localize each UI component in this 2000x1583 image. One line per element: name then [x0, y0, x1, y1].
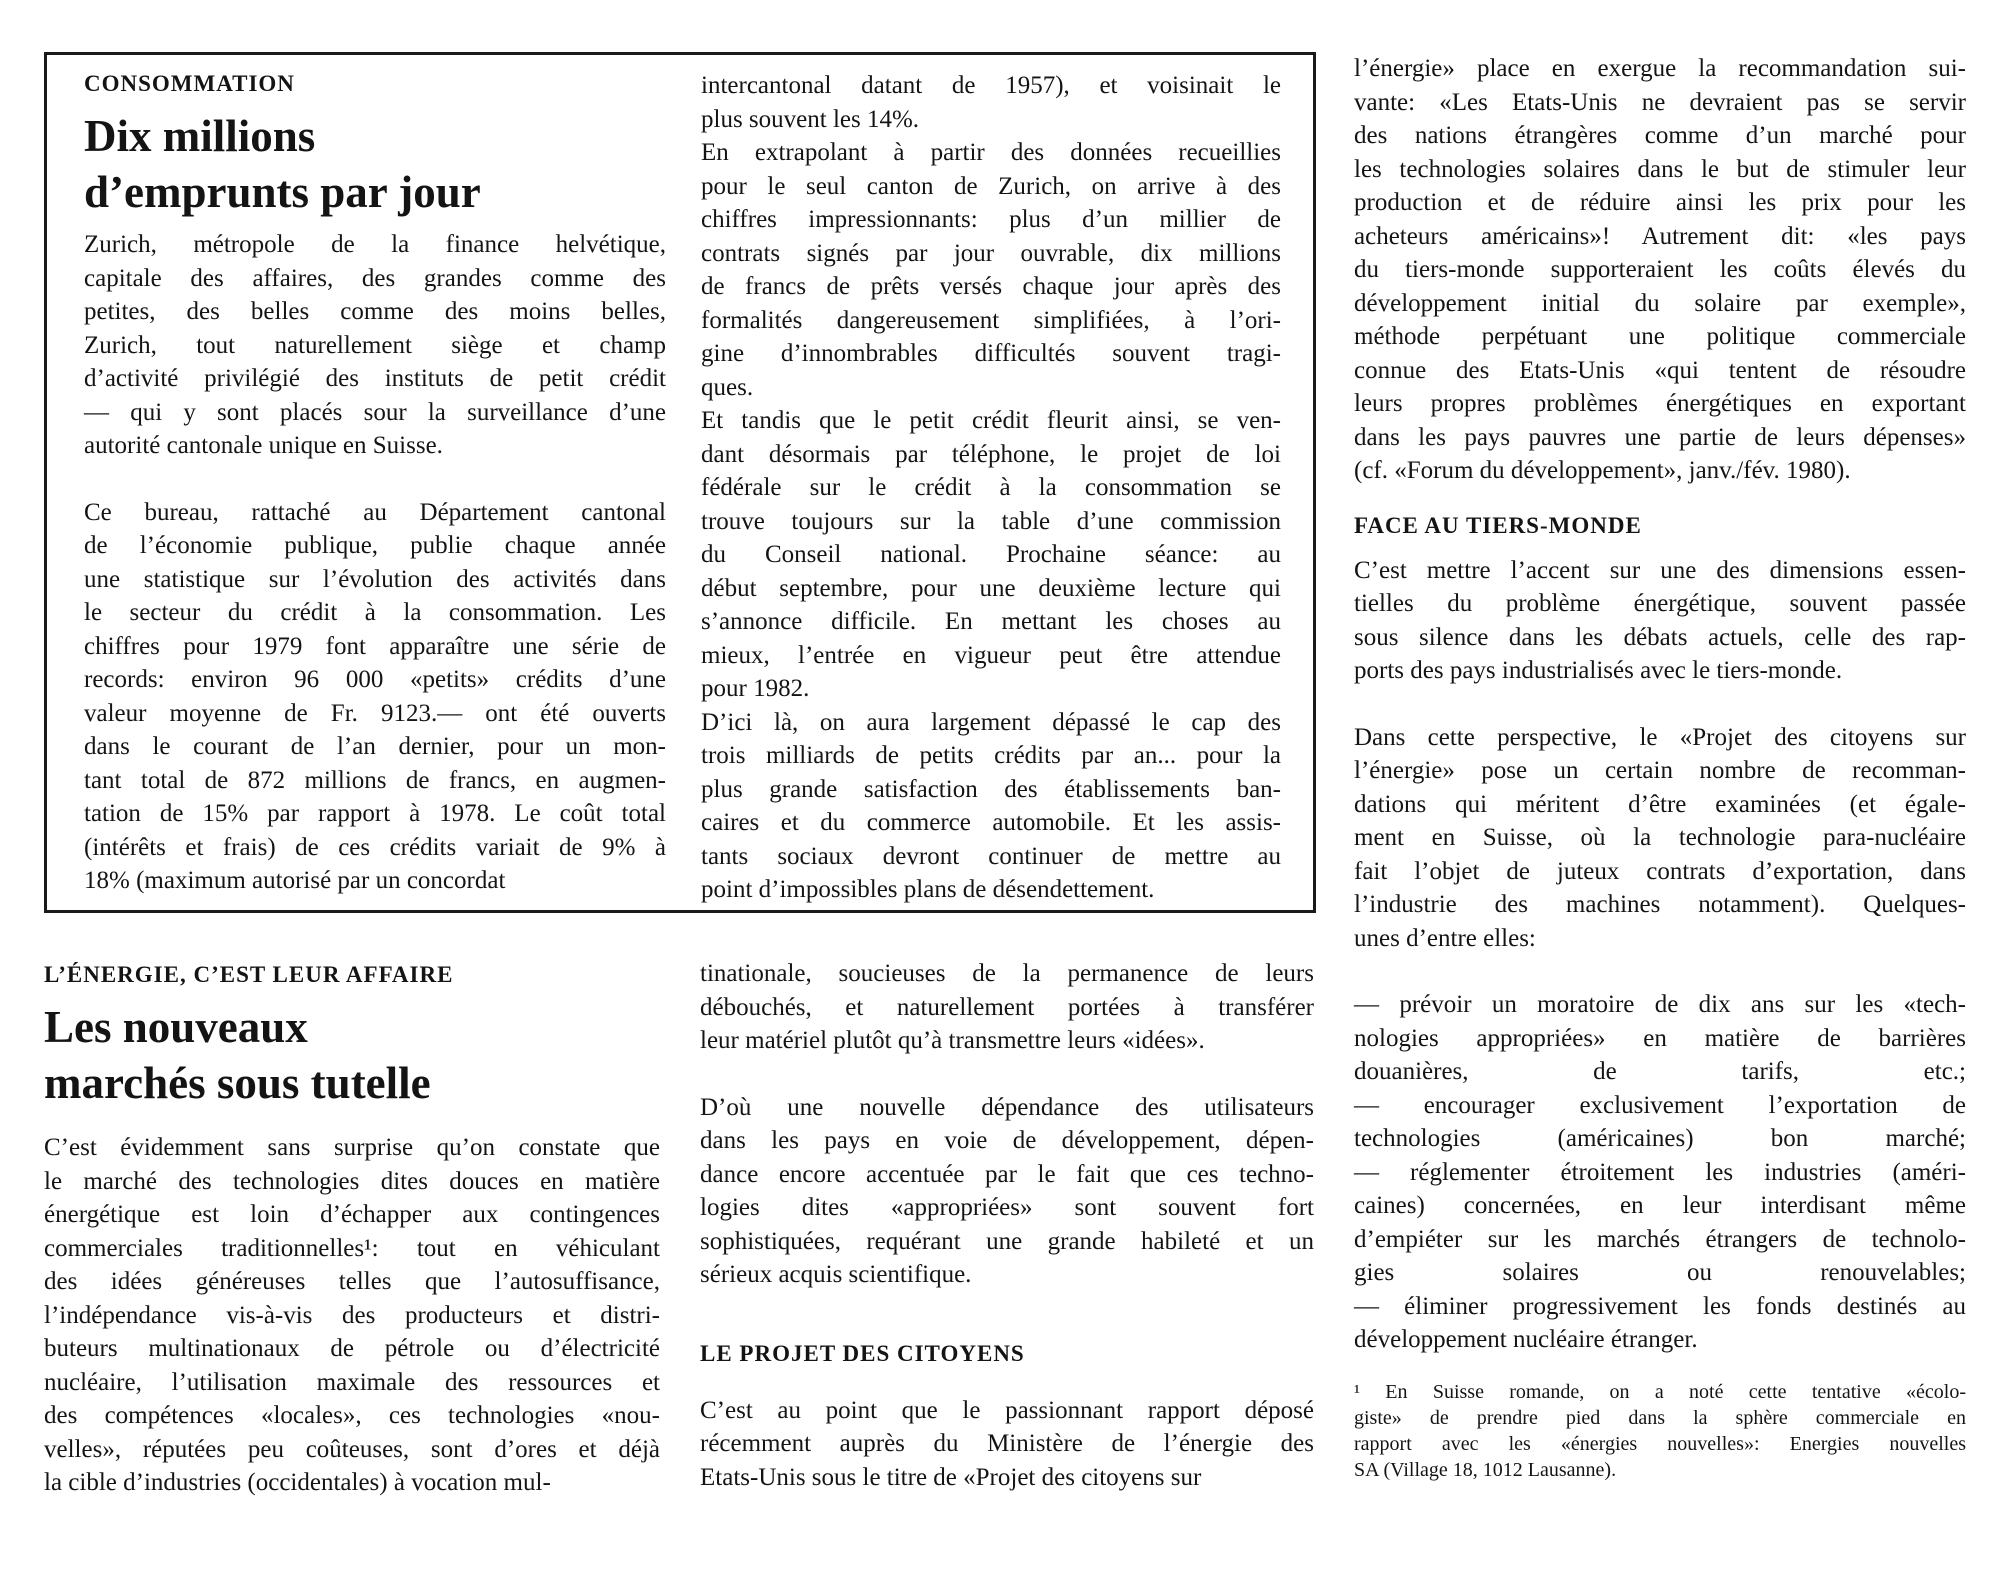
- text-line: — prévoir un moratoire de dix ans sur les «tech-: [1354, 991, 1966, 1018]
- text-line: gies solaires ou renouvelables;: [1354, 1259, 1966, 1286]
- text-line: méthode perpétuant une politique commerciale: [1354, 323, 1966, 350]
- text-line: formalités dangereusement simplifiées, à l’ori-: [701, 306, 1281, 334]
- text-line: dans les pays pauvres une partie de leurs dépenses»: [1354, 423, 1966, 451]
- text-line: l’énergie» pose un certain nombre de recomman-: [1354, 757, 1966, 784]
- body-text: [701, 69, 1281, 907]
- text-line: (cf. «Forum du développement», janv./fév. 1980).: [1354, 457, 1851, 484]
- text-line: nucléaire, l’utilisation maximale des ressources et: [44, 1368, 660, 1396]
- paragraph: [700, 957, 1314, 1058]
- text-line: sérieux acquis scientifique.: [700, 1261, 972, 1288]
- text-line: plus grande satisfaction des établissements ban-: [701, 775, 1281, 803]
- text-line: — encourager exclusivement l’exportation de: [1354, 1091, 1966, 1119]
- text-line: le marché des technologies dites douces en matière: [44, 1167, 660, 1195]
- text-line: sophistiquées, requérant une grande habileté et un: [700, 1227, 1314, 1255]
- text-line: de l’économie publique, publie chaque année: [84, 532, 666, 559]
- text-line: débouchés, et naturellement portées à transférer: [700, 993, 1314, 1021]
- text-line: douanières, de tarifs, etc.;: [1354, 1058, 1966, 1085]
- text-line: énergétique est loin d’échapper aux contingences: [44, 1201, 660, 1228]
- paragraph-gap: [84, 463, 666, 496]
- text-line: C’est évidemment sans surprise qu’on constate que: [44, 1134, 660, 1161]
- footnote-line: SA (Village 18, 1012 Lausanne).: [1354, 1458, 1617, 1481]
- text-line: D’où une nouvelle dépendance des utilisateurs: [700, 1093, 1314, 1121]
- text-line: — réglementer étroitement les industries (améri-: [1354, 1158, 1966, 1186]
- text-line: sous silence dans les débats actuels, celle des rap-: [1354, 623, 1966, 651]
- paragraph: [1354, 554, 1966, 688]
- paragraph: [1354, 988, 1966, 1357]
- text-line: l’industrie des machines notamment). Quelques-: [1354, 891, 1966, 918]
- text-line: 18% (maximum autorisé par un concordat: [84, 867, 506, 894]
- text-line: des idées généreuses telles que l’autosuffisance,: [44, 1268, 660, 1295]
- text-line: vante: «Les Etats-Unis ne devraient pas se servir: [1354, 88, 1966, 116]
- text-line: plus souvent les 14%.: [701, 105, 920, 133]
- paragraph: [700, 1394, 1314, 1495]
- text-line: du tiers-monde supporteraient les coûts élevés du: [1354, 256, 1966, 283]
- energie-headline: [44, 999, 660, 1111]
- text-line: l’énergie» place en exergue la recommandation sui-: [1354, 55, 1966, 82]
- text-line: chiffres impressionnants: plus d’un millier de: [701, 206, 1281, 233]
- text-line: de francs de prêts versés chaque jour après des: [701, 273, 1281, 300]
- text-line: une statistique sur l’évolution des activités dans: [84, 565, 666, 593]
- text-line: tant total de 872 millions de francs, en augmen-: [84, 766, 666, 794]
- text-line: tants sociaux devront continuer de mettre au: [701, 842, 1281, 870]
- text-line: records: environ 96 000 «petits» crédits d’une: [84, 666, 666, 693]
- paragraph: [84, 228, 666, 463]
- consommation-column-1: [84, 70, 666, 898]
- text-line: leurs propres problèmes énergétiques en exportant: [1354, 390, 1966, 417]
- text-line: — éliminer progressivement les fonds destinés au: [1354, 1292, 1966, 1320]
- text-line: gine d’innombrables difficultés souvent tragi-: [701, 340, 1281, 367]
- paragraph: [1354, 52, 1966, 488]
- text-line: du Conseil national. Prochaine séance: au: [701, 541, 1281, 568]
- text-line: autorité cantonale unique en Suisse.: [84, 432, 443, 459]
- paragraph: [700, 1091, 1314, 1292]
- text-line: fait l’objet de juteux contrats d’exportation, dans: [1354, 857, 1966, 885]
- paragraph: [84, 496, 666, 898]
- footnote-line: giste» de prendre pied dans la sphère commerciale en: [1354, 1406, 1966, 1429]
- text-line: point d’impossibles plans de désendettement.: [701, 876, 1155, 903]
- text-line: leur matériel plutôt qu’à transmettre leurs «idées».: [700, 1027, 1205, 1054]
- text-line: trouve toujours sur la table d’une commission: [701, 507, 1281, 535]
- text-line: caires et du commerce automobile. Et les assis-: [701, 809, 1281, 836]
- text-line: des compétences «locales», ces technologies «nou-: [44, 1402, 660, 1429]
- text-line: dans les pays en voie de développement, dépen-: [700, 1127, 1314, 1154]
- headline-line: Dix millions: [84, 111, 316, 161]
- paragraph: [701, 706, 1281, 907]
- text-line: petites, des belles comme des moins belles,: [84, 298, 666, 325]
- paragraph: [44, 1131, 660, 1500]
- text-line: C’est mettre l’accent sur une des dimensions essen-: [1354, 556, 1966, 584]
- text-line: Et tandis que le petit crédit fleurit ainsi, se ven-: [701, 407, 1281, 434]
- headline-line: d’emprunts par jour: [84, 167, 481, 217]
- text-line: pour le seul canton de Zurich, on arrive à des: [701, 172, 1281, 200]
- body-text: [700, 957, 1314, 1292]
- text-line: trois milliards de petits crédits par an... pour la: [701, 742, 1281, 769]
- text-line: début septembre, pour une deuxième lecture qui: [701, 574, 1281, 602]
- text-line: En extrapolant à partir des données recueillies: [701, 139, 1281, 166]
- paragraph-gap: [700, 1058, 1314, 1091]
- text-line: d’activité privilégié des instituts de petit crédit: [84, 365, 666, 392]
- text-line: velles», réputées peu coûteuses, sont d’ores et déjà: [44, 1435, 660, 1463]
- text-line: ques.: [701, 373, 754, 401]
- text-line: les technologies solaires dans le but de stimuler leur: [1354, 155, 1966, 183]
- text-line: buteurs multinationaux de pétrole ou d’électricité: [44, 1335, 660, 1362]
- energie-column-1: [44, 961, 660, 1500]
- consommation-column-2: [701, 69, 1281, 907]
- text-line: C’est au point que le passionnant rapport déposé: [700, 1396, 1314, 1424]
- text-line: Dans cette perspective, le «Projet des citoyens sur: [1354, 723, 1966, 751]
- text-line: ports des pays industrialisés avec le tiers-monde.: [1354, 657, 1843, 684]
- text-line: Zurich, tout naturellement siège et champ: [84, 331, 666, 359]
- text-line: tinationale, soucieuses de la permanence de leurs: [700, 960, 1314, 987]
- text-line: s’annonce difficile. En mettant les choses au: [701, 608, 1281, 635]
- paragraph-gap: [1354, 955, 1966, 988]
- text-line: fédérale sur le crédit à la consommation se: [701, 474, 1281, 501]
- paragraph-gap: [1354, 688, 1966, 721]
- text-line: tation de 15% par rapport à 1978. Le coût total: [84, 800, 666, 827]
- paragraph: [1354, 721, 1966, 956]
- text-line: développement nucléaire étranger.: [1354, 1326, 1698, 1353]
- text-line: dations qui méritent d’être examinées (et égale-: [1354, 790, 1966, 818]
- text-line: développement initial du solaire par exemple»,: [1354, 289, 1966, 317]
- consommation-headline: [84, 108, 666, 220]
- paragraph: [701, 69, 1281, 136]
- paragraph: [701, 136, 1281, 404]
- text-line: capitale des affaires, des grandes comme des: [84, 264, 666, 292]
- footnote-line: ¹ En Suisse romande, on a noté cette tentative «écolo-: [1354, 1380, 1966, 1403]
- text-line: la cible d’industries (occidentales) à vocation mul-: [44, 1469, 551, 1496]
- text-line: ment en Suisse, où la technologie para-nucléaire: [1354, 824, 1966, 851]
- headline-line: marchés sous tutelle: [44, 1058, 431, 1108]
- body-text: [1354, 554, 1966, 1357]
- body-text: [84, 228, 666, 898]
- body-text: [44, 1131, 660, 1500]
- text-line: caines) concernées, en leur interdisant même: [1354, 1192, 1966, 1219]
- section-heading-tiers-monde: FACE AU TIERS-MONDE: [1354, 512, 1642, 538]
- text-line: le secteur du crédit à la consommation. Les: [84, 599, 666, 626]
- text-line: d’empiéter sur les marchés étrangers de technolo-: [1354, 1225, 1966, 1253]
- text-line: récemment auprès du Ministère de l’énergie des: [700, 1430, 1314, 1457]
- text-line: — qui y sont placés sour la surveillance d’une: [84, 398, 666, 426]
- text-line: logies dites «appropriées» sont souvent fort: [700, 1194, 1314, 1221]
- text-line: Zurich, métropole de la finance helvétique,: [84, 231, 666, 258]
- text-line: technologies (américaines) bon marché;: [1354, 1125, 1966, 1152]
- section-heading-projet: LE PROJET DES CITOYENS: [700, 1340, 1025, 1366]
- text-line: mieux, l’entrée en vigueur peut être attendue: [701, 641, 1281, 669]
- text-line: (intérêts et frais) de ces crédits variait de 9% à: [84, 833, 666, 861]
- text-line: dance encore accentuée par le fait que ces techno-: [700, 1160, 1314, 1188]
- text-line: unes d’entre elles:: [1354, 924, 1536, 952]
- paragraph: [701, 404, 1281, 706]
- footnote-line: rapport avec les «énergies nouvelles»: Energies nouvelles: [1354, 1432, 1966, 1455]
- text-line: dant désormais par téléphone, le projet de loi: [701, 440, 1281, 468]
- energie-kicker: L’ÉNERGIE, C’EST LEUR AFFAIRE: [44, 962, 454, 987]
- text-line: intercantonal datant de 1957), et voisinait le: [701, 72, 1281, 99]
- text-line: acheteurs américains»! Autrement dit: «les pays: [1354, 222, 1966, 250]
- text-line: D’ici là, on aura largement dépassé le cap des: [701, 708, 1281, 736]
- text-line: pour 1982.: [701, 675, 810, 702]
- text-line: Ce bureau, rattaché au Département cantonal: [84, 498, 666, 526]
- body-text: [700, 1394, 1314, 1495]
- footnote: [1354, 1379, 1966, 1483]
- text-line: l’indépendance vis-à-vis des producteurs et distri-: [44, 1301, 660, 1329]
- text-line: chiffres pour 1979 font apparaître une série de: [84, 632, 666, 660]
- text-line: connue des Etats-Unis «qui tentent de résoudre: [1354, 356, 1966, 384]
- energie-column-2: [700, 957, 1314, 1494]
- energie-column-3: [1354, 52, 1966, 1483]
- text-line: dans le courant de l’an dernier, pour un mon-: [84, 733, 666, 760]
- text-line: production et de réduire ainsi les prix pour les: [1354, 189, 1966, 216]
- text-line: commerciales traditionnelles¹: tout en véhiculant: [44, 1234, 660, 1262]
- text-line: valeur moyenne de Fr. 9123.— ont été ouverts: [84, 699, 666, 727]
- text-line: nologies appropriées» en matière de barrières: [1354, 1024, 1966, 1052]
- body-text: [1354, 52, 1966, 488]
- headline-line: Les nouveaux: [44, 1002, 308, 1052]
- consommation-kicker: CONSOMMATION: [84, 71, 295, 96]
- text-line: Etats-Unis sous le titre de «Projet des citoyens sur: [700, 1463, 1202, 1491]
- text-line: tielles du problème énergétique, souvent passée: [1354, 590, 1966, 617]
- text-line: des nations étrangères comme d’un marché pour: [1354, 122, 1966, 149]
- text-line: contrats signés par jour ouvrable, dix millions: [701, 239, 1281, 267]
